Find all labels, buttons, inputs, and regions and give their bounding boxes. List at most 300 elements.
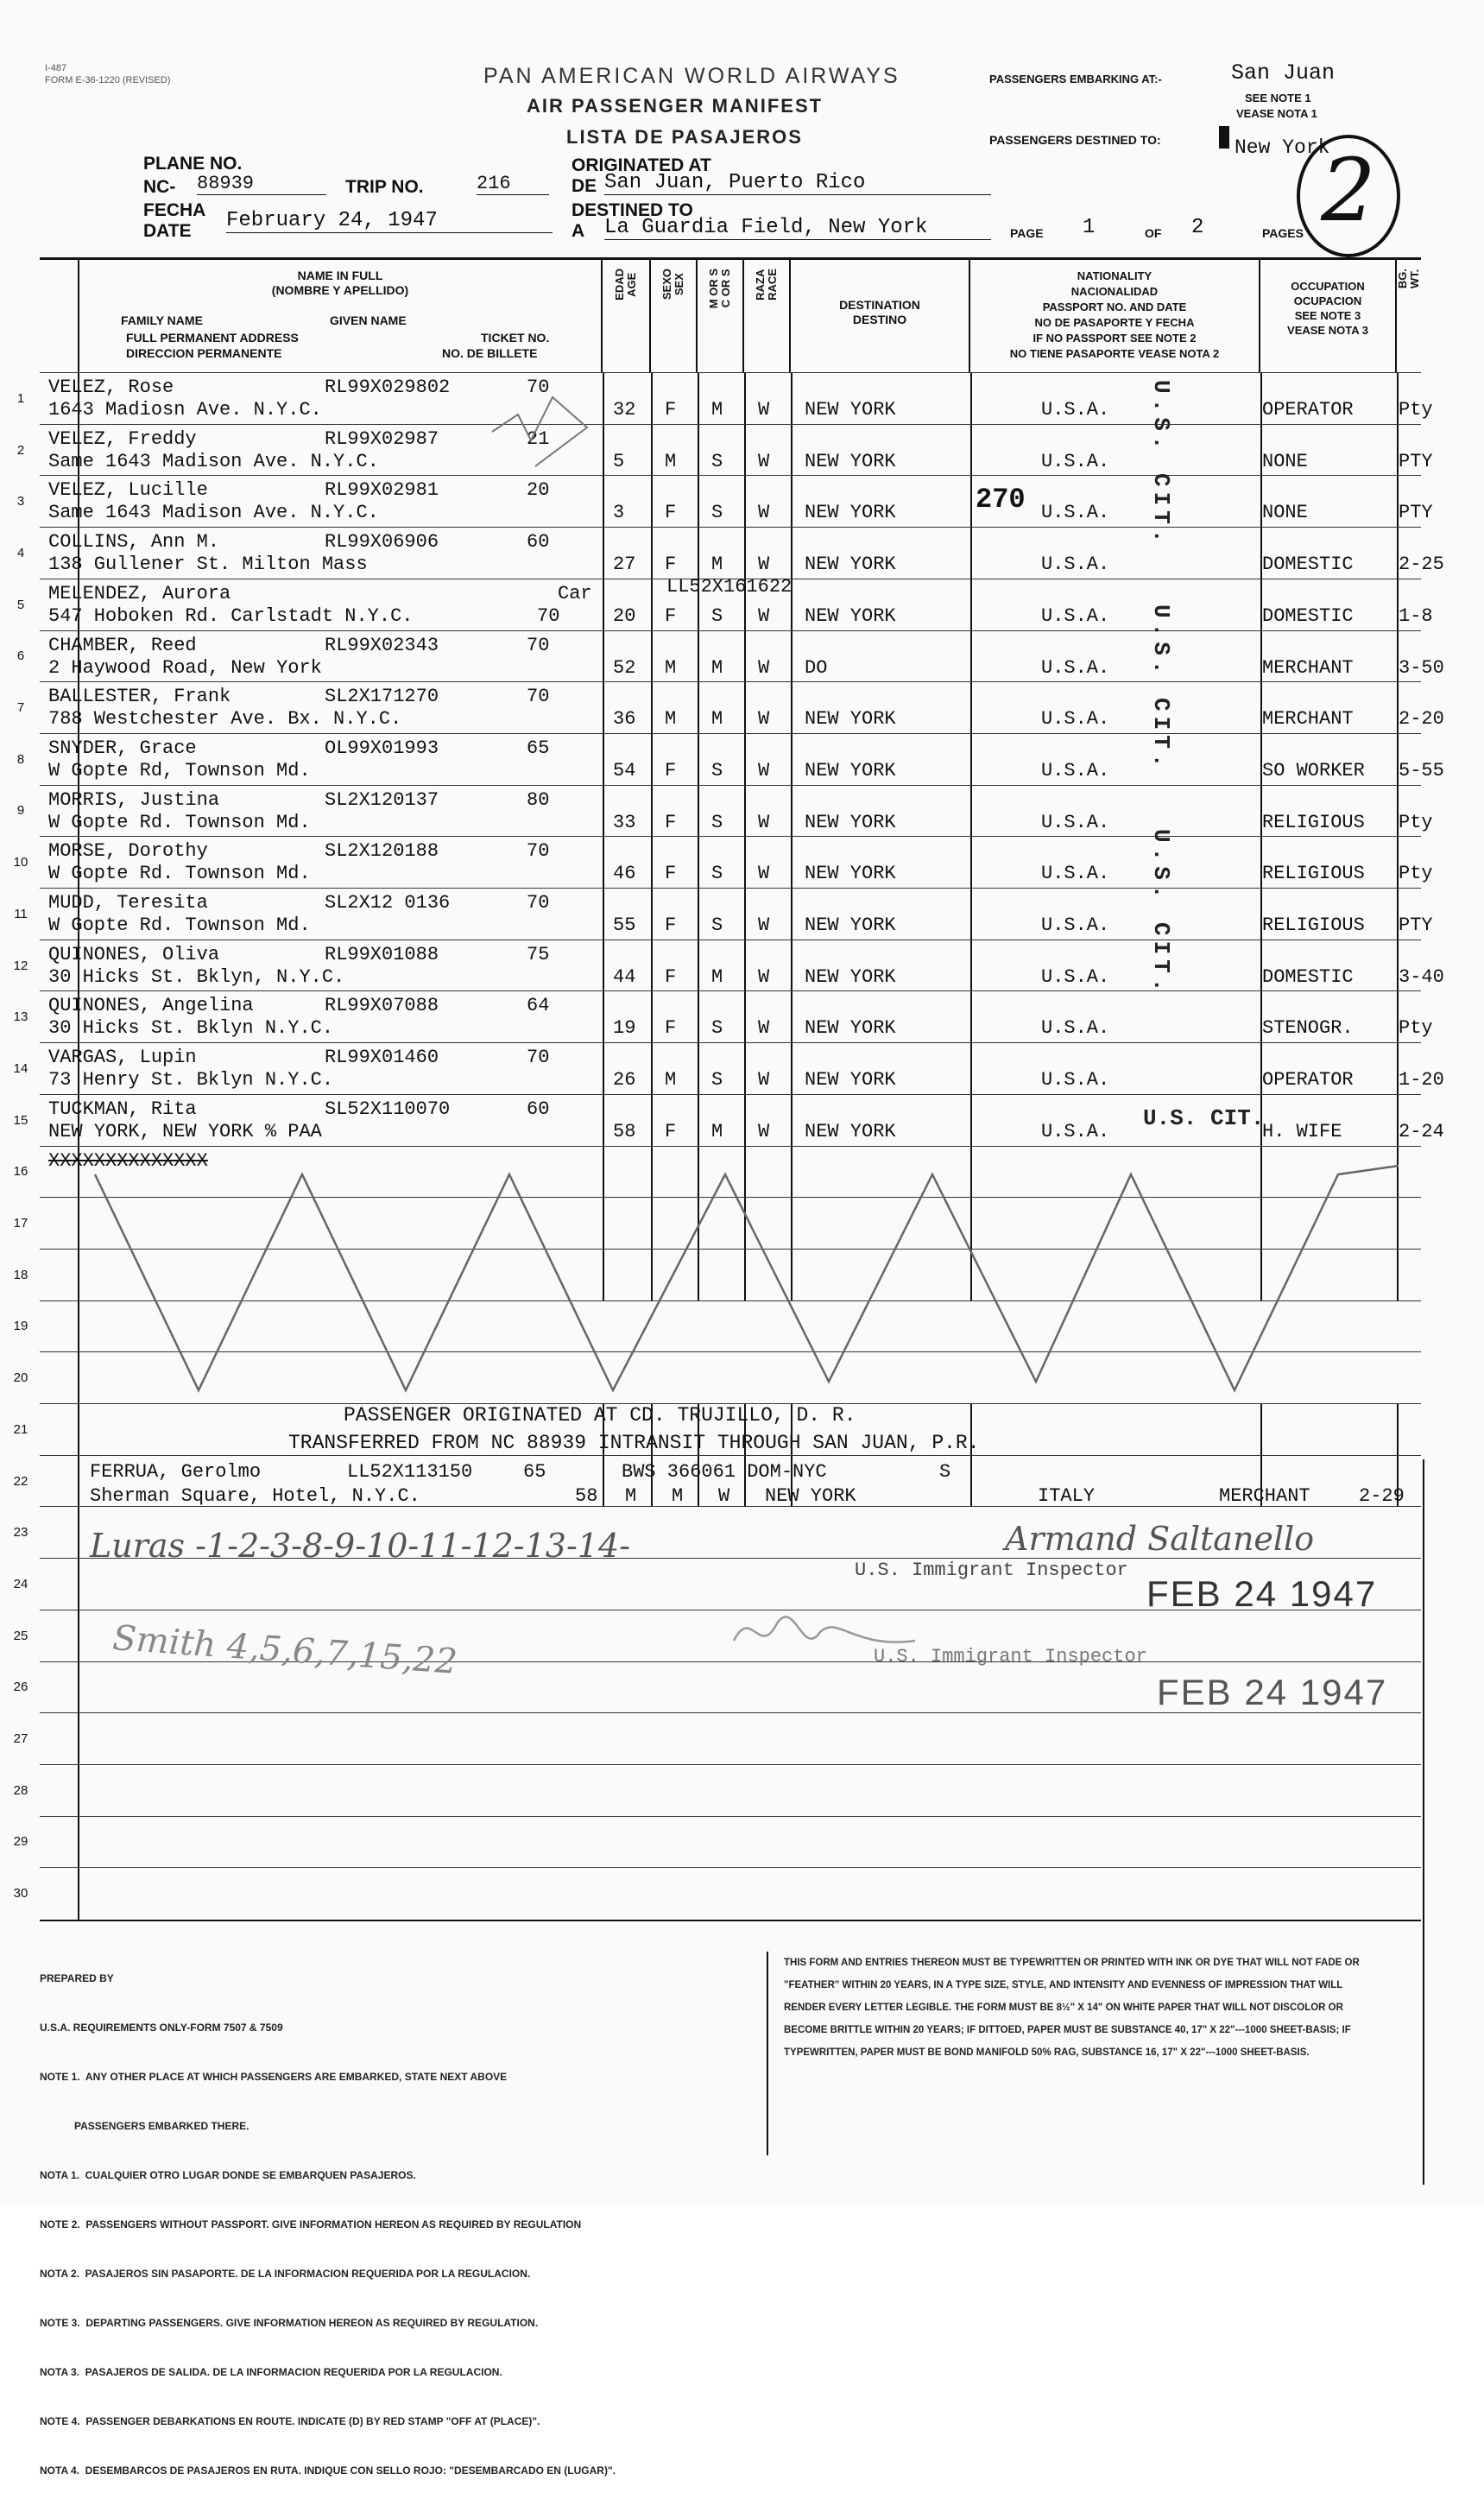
column-divider (744, 528, 746, 579)
passenger-sex: F (665, 914, 677, 936)
table-row (16, 733, 1444, 785)
destination: NEW YORK (805, 399, 896, 421)
column-divider (970, 991, 972, 1043)
trip-label: TRIP NO. (345, 177, 424, 197)
handwriting-signature: Armand Saltanello (1005, 1520, 1315, 1558)
destination: DO (805, 656, 828, 679)
table-row (16, 681, 1444, 733)
passenger-age: 46 (613, 863, 636, 885)
passenger-race: W (758, 1120, 770, 1142)
column-divider (744, 476, 746, 528)
occupation: OPERATOR (1262, 1069, 1354, 1091)
column-divider (1260, 1404, 1262, 1456)
passenger-name: SNYDER, Grace (48, 737, 197, 759)
column-divider (1260, 889, 1262, 940)
column-divider (791, 476, 793, 528)
ticket-number: SL2X12 0136 (325, 892, 451, 914)
column-divider (970, 528, 972, 579)
occupation: DOMESTIC (1262, 604, 1354, 627)
destination: NEW YORK (805, 811, 896, 833)
column-divider (603, 991, 604, 1043)
column-divider (1260, 734, 1262, 786)
table-row-blank (13, 1816, 1421, 1868)
column-divider (651, 1095, 653, 1147)
col-head-race (744, 260, 791, 372)
passenger-weight: 70 (527, 892, 550, 914)
column-divider (744, 425, 746, 477)
passenger-weight: 70 (527, 686, 550, 708)
column-divider (1260, 1043, 1262, 1095)
row-number: 9 (16, 803, 25, 819)
passenger-sex: M (665, 1069, 677, 1091)
passenger-sex: F (665, 604, 677, 627)
row-number: 5 (16, 597, 25, 612)
nationality: U.S.A. (1041, 399, 1110, 421)
transfer-bws: BWS 366061 DOM-NYC (622, 1461, 827, 1483)
pages-label: PAGES (1262, 226, 1304, 240)
ticket-number: SL2X171270 (325, 686, 439, 708)
table-row (16, 475, 1433, 527)
row-number: 22 (13, 1473, 28, 1489)
right-margin-line (1423, 1459, 1424, 2185)
ticket-number: SL52X110070 (325, 1098, 451, 1120)
ticket-number-extra: LL52X161622 (666, 575, 793, 598)
row-number: 15 (13, 1112, 28, 1128)
passenger-weight: 70 (527, 376, 550, 398)
trip-number: 216 (477, 173, 549, 195)
form-code (45, 62, 170, 86)
column-divider (744, 837, 746, 889)
column-divider (1397, 373, 1399, 425)
baggage-weight: Pty (1399, 399, 1433, 421)
column-divider (791, 528, 793, 579)
passenger-race: W (758, 554, 770, 576)
table-row (13, 1042, 1444, 1094)
baggage-weight: 2-20 (1399, 708, 1444, 731)
column-divider (791, 631, 793, 683)
column-divider (698, 682, 699, 734)
column-divider (1397, 786, 1399, 838)
of-label: OF (1145, 226, 1162, 240)
permanent-address: 2 Haywood Road, New York (48, 656, 322, 679)
passenger-sex: F (665, 1017, 677, 1040)
passenger-race: W (758, 965, 770, 988)
column-divider (1260, 991, 1262, 1043)
column-divider (651, 631, 653, 683)
col-head-sex (651, 260, 698, 372)
plane-prefix: NC- (143, 177, 176, 197)
column-divider (970, 734, 972, 786)
passenger-age: 44 (613, 965, 636, 988)
column-divider (1397, 425, 1399, 477)
passenger-name: COLLINS, Ann M. (48, 531, 220, 554)
passenger-race: W (758, 1017, 770, 1040)
row-number: 1 (16, 390, 25, 406)
lista-title: LISTA DE PASAJEROS (566, 126, 803, 148)
permanent-address: 788 Westchester Ave. Bx. N.Y.C. (48, 708, 402, 731)
occupation: RELIGIOUS (1262, 863, 1365, 885)
row-number: 19 (13, 1319, 28, 1334)
col-bg-label: BG. WT. (1396, 269, 1421, 289)
column-divider (1260, 373, 1262, 425)
row-number: 21 (13, 1421, 28, 1437)
permanent-address: W Gopte Rd. Townson Md. (48, 863, 311, 885)
transfer-ticket: LL52X113150 (347, 1461, 473, 1483)
col-ticket: TICKET NO. (481, 331, 550, 345)
plane-number: 88939 (197, 173, 326, 195)
passenger-race: W (758, 863, 770, 885)
passenger-race: W (758, 604, 770, 627)
permanent-address: W Gopte Rd. Townson Md. (48, 811, 311, 833)
baggage-weight: Pty (1399, 863, 1433, 885)
row-number: 26 (13, 1680, 28, 1695)
column-divider (1260, 579, 1262, 631)
baggage-weight: PTY (1399, 914, 1433, 936)
passenger-weight: 75 (527, 943, 550, 965)
ticket-number: SL2X120137 (325, 788, 439, 811)
circled-page-number: 2 (1321, 140, 1376, 241)
marital-status: S (711, 914, 723, 936)
nationality: U.S.A. (1041, 502, 1110, 524)
column-divider (1397, 1404, 1399, 1456)
manifest-title: AIR PASSENGER MANIFEST (527, 95, 824, 117)
column-divider (698, 579, 699, 631)
marital-status: S (711, 1017, 723, 1040)
column-divider (744, 373, 746, 425)
column-divider (744, 786, 746, 838)
us-cit-text-4: U.S. CIT. (1143, 1105, 1265, 1131)
note-prepared: PREPARED BY (40, 1972, 114, 1984)
column-divider (970, 631, 972, 683)
passenger-sex: F (665, 502, 677, 524)
passenger-race: W (758, 399, 770, 421)
column-divider (744, 682, 746, 734)
passenger-weight: 70 (527, 634, 550, 656)
permanent-address: 138 Gullener St. Milton Mass (48, 554, 368, 576)
col-head-nationality (970, 260, 1260, 372)
destination: NEW YORK (805, 914, 896, 936)
column-divider (651, 734, 653, 786)
column-divider (744, 734, 746, 786)
column-divider (698, 786, 699, 838)
occupation: NONE (1262, 502, 1308, 524)
destined-pass-label: PASSENGERS DESTINED TO: (989, 133, 1161, 147)
passenger-name: MUDD, Teresita (48, 892, 208, 914)
row5-weight: 70 (537, 604, 560, 627)
column-divider (970, 786, 972, 838)
table-row (16, 527, 1444, 579)
ticket-number: SL2X120188 (325, 840, 439, 863)
column-divider (791, 786, 793, 838)
column-divider (603, 734, 604, 786)
column-divider (603, 579, 604, 631)
column-divider (791, 373, 793, 425)
passenger-sex: M (665, 708, 677, 731)
col-age-label: EDAD AGE (613, 269, 638, 301)
handwriting-row25: Smith 4,5,6,7,15,22 (111, 1618, 458, 1682)
passenger-sex: F (665, 399, 677, 421)
originated-value: San Juan, Puerto Rico (604, 171, 991, 195)
row-number: 14 (13, 1060, 28, 1076)
baggage-weight: PTY (1399, 450, 1433, 472)
column-divider (1397, 476, 1399, 528)
page-total: 2 (1191, 216, 1204, 239)
permanent-address: 1643 Madiosn Ave. N.Y.C. (48, 399, 322, 421)
nationality: U.S.A. (1041, 1069, 1110, 1091)
embarking-value: San Juan (1231, 60, 1336, 85)
baggage-weight: 2-25 (1399, 554, 1444, 576)
page-label: PAGE (1010, 226, 1044, 240)
transfer-name: FERRUA, Gerolmo (90, 1461, 262, 1483)
table-row (14, 888, 1433, 940)
col-nationality-label: NATIONALITY NACIONALIDAD PASSPORT NO. AND DATE NO DE PASAPORTE Y FECHA IF NO PASSPORT SEE NOTE 2 NO TIENE PASAPORTE VEASE NOTA 2 (1009, 269, 1220, 360)
row-number: 30 (13, 1886, 28, 1901)
table-row (16, 424, 1433, 476)
baggage-weight: 5-55 (1399, 759, 1444, 781)
stamp-270: 270 (976, 484, 1026, 516)
marital-status: S (711, 811, 723, 833)
column-divider (603, 682, 604, 734)
passenger-age: 36 (613, 708, 636, 731)
transfer-age: 58 (575, 1485, 598, 1507)
note-2: NOTE 2. PASSENGERS WITHOUT PASSPORT. GIVE INFORMATION HEREON AS REQUIRED BY REGULATION (40, 2218, 582, 2230)
ink-mark (1219, 126, 1229, 149)
column-divider (651, 682, 653, 734)
passenger-name: VELEZ, Rose (48, 376, 174, 398)
destination: NEW YORK (805, 554, 896, 576)
permanent-address: NEW YORK, NEW YORK % PAA (48, 1120, 322, 1142)
column-divider (698, 940, 699, 992)
destined-label: DESTINED TO (571, 200, 693, 220)
table-row (13, 990, 1433, 1042)
col-billete: NO. DE BILLETE (442, 346, 538, 360)
column-divider (1260, 786, 1262, 838)
column-divider (1397, 837, 1399, 889)
passenger-age: 52 (613, 656, 636, 679)
inspector-stamp-2: U.S. Immigrant Inspector (874, 1646, 1147, 1667)
passenger-age: 32 (613, 399, 636, 421)
permanent-address: Same 1643 Madison Ave. N.Y.C. (48, 450, 379, 472)
passenger-weight: 60 (527, 531, 550, 554)
col-race-label: RAZA RACE (754, 269, 779, 301)
row-number: 17 (13, 1216, 28, 1231)
col-family-name: FAMILY NAME (121, 313, 203, 327)
row-number: 2 (16, 442, 25, 458)
marital-status: M (711, 1120, 723, 1142)
struck-text: XXXXXXXXXXXXXX (48, 1149, 208, 1172)
nationality: U.S.A. (1041, 450, 1110, 472)
column-divider (651, 425, 653, 477)
destination: NEW YORK (805, 604, 896, 627)
column-divider (791, 1043, 793, 1095)
passenger-race: W (758, 708, 770, 731)
destination: NEW YORK (805, 965, 896, 988)
destination: NEW YORK (805, 863, 896, 885)
row-number: 11 (14, 906, 28, 921)
passenger-name: VELEZ, Lucille (48, 479, 208, 502)
row-number: 20 (13, 1370, 28, 1386)
col-given-name: GIVEN NAME (330, 313, 407, 327)
table-row (16, 630, 1444, 682)
column-divider (970, 579, 972, 631)
column-divider (651, 940, 653, 992)
destination: NEW YORK (805, 1120, 896, 1142)
transfer-ms: M (672, 1485, 684, 1507)
date-label: DATE (143, 221, 192, 241)
nationality: U.S.A. (1041, 811, 1110, 833)
column-divider (1397, 579, 1399, 631)
passenger-name: VARGAS, Lupin (48, 1047, 197, 1069)
baggage-weight: 1-8 (1399, 604, 1433, 627)
passenger-weight: 21 (527, 427, 550, 450)
permanent-address: 73 Henry St. Bklyn N.Y.C. (48, 1069, 334, 1091)
ticket-number: RL99X02343 (325, 634, 439, 656)
occupation: MERCHANT (1262, 708, 1354, 731)
marital-status: M (711, 554, 723, 576)
transfer-line2: TRANSFERRED FROM NC 88939 INTRANSIT THROUGH SAN JUAN, P.R. (288, 1432, 980, 1454)
baggage-weight: 1-20 (1399, 1069, 1444, 1091)
passenger-name: VELEZ, Freddy (48, 427, 197, 450)
ticket-number: RL99X06906 (325, 531, 439, 554)
column-divider (603, 837, 604, 889)
baggage-weight: PTY (1399, 502, 1433, 524)
col-ms-label: M OR S C OR S (707, 269, 732, 309)
permanent-address: 547 Hoboken Rd. Carlstadt N.Y.C. (48, 604, 414, 627)
inspector-stamp-1: U.S. Immigrant Inspector (855, 1560, 1128, 1581)
column-divider (1397, 734, 1399, 786)
nota-1: NOTA 1. CUALQUIER OTRO LUGAR DONDE SE EMBARQUEN PASAJEROS. (40, 2169, 416, 2181)
airline-title: PAN AMERICAN WORLD AIRWAYS (483, 64, 900, 88)
col-head-age (603, 260, 651, 372)
ticket-number: RL99X02981 (325, 479, 439, 502)
marital-status: S (711, 502, 723, 524)
marital-status: M (711, 656, 723, 679)
column-divider (698, 734, 699, 786)
row-number: 4 (16, 545, 25, 560)
table-row (13, 836, 1433, 888)
col-sex-label: SEXO SEX (660, 269, 685, 301)
column-divider (1260, 476, 1262, 528)
passenger-race: W (758, 914, 770, 936)
destination: NEW YORK (805, 759, 896, 781)
occupation: STENOGR. (1262, 1017, 1354, 1040)
passenger-age: 33 (613, 811, 636, 833)
column-divider (603, 940, 604, 992)
destination: NEW YORK (805, 450, 896, 472)
col-head-ms (698, 260, 744, 372)
column-divider (791, 991, 793, 1043)
marital-status: S (711, 863, 723, 885)
passenger-name: QUINONES, Oliva (48, 943, 220, 965)
permanent-address: Same 1643 Madison Ave. N.Y.C. (48, 502, 379, 524)
col-head-occupation (1260, 260, 1397, 372)
nationality: U.S.A. (1041, 656, 1110, 679)
note-1b: PASSENGERS EMBARKED THERE. (40, 2120, 249, 2132)
column-divider (698, 476, 699, 528)
transfer-nationality: ITALY (1038, 1485, 1096, 1507)
passenger-weight: 60 (527, 1098, 550, 1120)
column-divider (744, 1043, 746, 1095)
passenger-race: W (758, 1069, 770, 1091)
column-divider (651, 528, 653, 579)
permanent-address: 30 Hicks St. Bklyn, N.Y.C. (48, 965, 345, 988)
table-row (16, 575, 1433, 630)
passenger-sex: F (665, 965, 677, 988)
column-divider (970, 940, 972, 992)
inspector-date-2: FEB 24 1947 (1157, 1672, 1388, 1712)
column-divider (603, 476, 604, 528)
vease-nota1: VEASE NOTA 1 (1236, 107, 1317, 120)
table-row-blank (13, 1712, 1421, 1764)
column-divider (698, 528, 699, 579)
see-note1: SEE NOTE 1 (1245, 92, 1311, 104)
passenger-weight: 65 (527, 737, 550, 759)
embarking-label: PASSENGERS EMBARKING AT:- (989, 73, 1162, 85)
note-requirements: U.S.A. REQUIREMENTS ONLY-FORM 7507 & 7509 (40, 2022, 283, 2034)
occupation: RELIGIOUS (1262, 811, 1365, 833)
column-divider (791, 889, 793, 940)
nota-2: NOTA 2. PASAJEROS SIN PASAPORTE. DE LA INFORMACION REQUERIDA POR LA REGULACION. (40, 2268, 531, 2280)
column-divider (651, 579, 653, 631)
column-divider (698, 889, 699, 940)
column-divider (1397, 1095, 1399, 1147)
form-code-line1: I-487 (45, 63, 67, 73)
transfer-line1: PASSENGER ORIGINATED AT CD. TRUJILLO, D. R. (344, 1404, 856, 1427)
passenger-age: 3 (613, 502, 625, 524)
destined-pass-value: New York (1235, 136, 1330, 159)
nota-4: NOTA 4. DESEMBARCOS DE PASAJEROS EN RUTA. INDIQUE CON SELLO ROJO: "DESEMBARCADO EN (LUGAR)". (40, 2465, 616, 2477)
us-cit-text-2: U.S. CIT. (1148, 604, 1174, 773)
nationality: U.S.A. (1041, 965, 1110, 988)
destination: NEW YORK (805, 1017, 896, 1040)
ticket-number: RL99X01088 (325, 943, 439, 965)
ticket-number: RL99X029802 (325, 376, 451, 398)
form-code-line2: FORM E-36-1220 (REVISED) (45, 75, 171, 85)
column-divider (651, 1043, 653, 1095)
passenger-name: QUINONES, Angelina (48, 995, 254, 1017)
us-citizen-stamp-3 (1148, 829, 1174, 997)
column-divider (791, 734, 793, 786)
notes-divider (767, 1952, 768, 2155)
column-divider (603, 528, 604, 579)
passenger-weight: 70 (527, 840, 550, 863)
passenger-name: CHAMBER, Reed (48, 634, 197, 656)
baggage-weight: 3-40 (1399, 965, 1444, 988)
passenger-name: MORRIS, Justina (48, 788, 220, 811)
rownum-divider (78, 260, 79, 1920)
column-divider (970, 1456, 972, 1508)
column-divider (1397, 528, 1399, 579)
handwriting-row23: Luras -1-2-3-8-9-10-11-12-13-14- (90, 1527, 630, 1565)
transfer-bg: 2-29 (1359, 1485, 1405, 1507)
passenger-race: W (758, 450, 770, 472)
column-divider (1397, 631, 1399, 683)
row-number: 6 (16, 649, 25, 664)
passenger-age: 58 (613, 1120, 636, 1142)
us-citizen-stamp-4 (1143, 1105, 1264, 1131)
transfer-s: S (939, 1461, 951, 1483)
col-direccion: DIRECCION PERMANENTE (126, 346, 282, 360)
occupation: SO WORKER (1262, 759, 1365, 781)
column-divider (791, 837, 793, 889)
column-divider (1397, 1043, 1399, 1095)
column-divider (603, 1095, 604, 1147)
baggage-weight: 3-50 (1399, 656, 1444, 679)
column-divider (651, 889, 653, 940)
passenger-name: BALLESTER, Frank (48, 686, 231, 708)
column-divider (1397, 889, 1399, 940)
ticket-number: OL99X01993 (325, 737, 439, 759)
